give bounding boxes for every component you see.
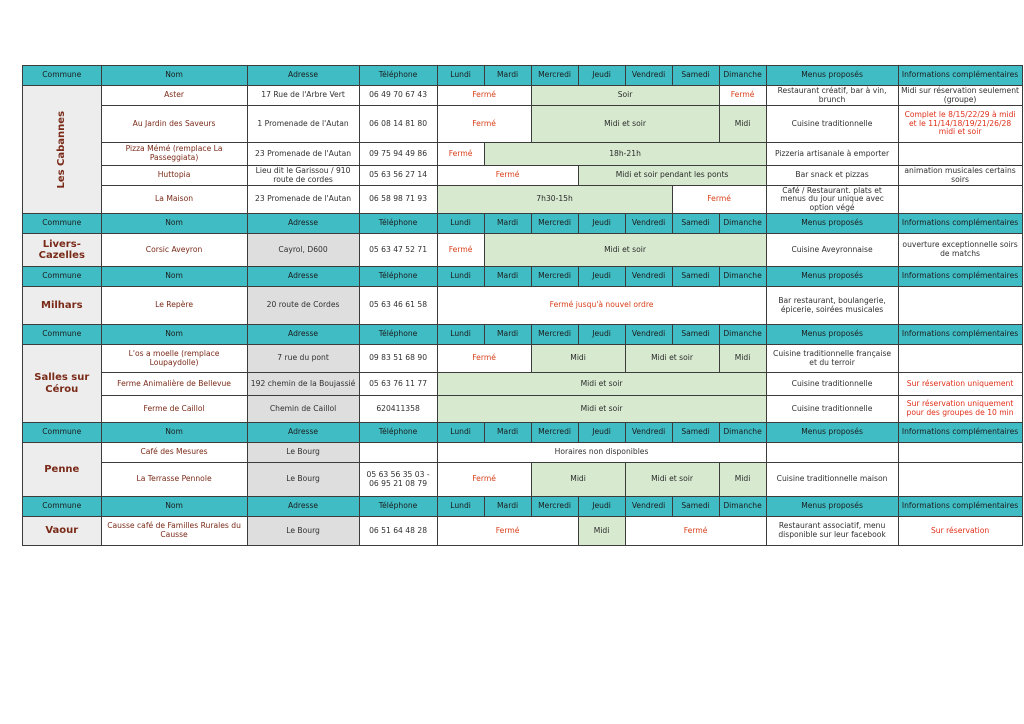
header-samedi: Samedi [672,214,719,234]
restaurant-phone: 05 63 76 11 77 [359,373,437,396]
schedule-open: Midi et soir [437,373,766,396]
schedule-open: Midi et soir [625,345,719,373]
schedule-closed: Fermé [437,143,484,166]
schedule-closed: Fermé [437,106,531,143]
header-jeudi: Jeudi [578,423,625,443]
header-dimanche: Dimanche [719,267,766,287]
header-adresse: Adresse [247,66,359,86]
restaurant-address: Lieu dit le Garissou / 910 route de cordes [247,166,359,186]
header-commune: Commune [23,423,102,443]
restaurant-info-empty [898,186,1022,214]
header-infos: Informations complémentaires [898,214,1022,234]
restaurant-info: Sur réservation uniquement pour des groupes de 10 min [898,396,1022,423]
schedule-closed: Fermé jusqu'à nouvel ordre [437,287,766,325]
header-telephone: Téléphone [359,423,437,443]
schedule-open: Midi [531,345,625,373]
header-infos: Informations complémentaires [898,497,1022,517]
header-vendredi: Vendredi [625,214,672,234]
restaurant-name: Huttopia [101,166,247,186]
restaurant-phone: 09 75 94 49 86 [359,143,437,166]
table-row [23,396,1023,423]
header-nom: Nom [101,497,247,517]
restaurant-menus: Cuisine traditionnelle [766,106,898,143]
header-mercredi: Mercredi [531,214,578,234]
restaurant-menus: Cuisine traditionnelle maison [766,463,898,497]
restaurant-address: Le Bourg [247,443,359,463]
header-mercredi: Mercredi [531,325,578,345]
header-jeudi: Jeudi [578,497,625,517]
header-menus: Menus proposés [766,423,898,443]
restaurant-name: Ferme Animalière de Bellevue [101,373,247,396]
header-telephone: Téléphone [359,497,437,517]
restaurant-name: Le Repère [101,287,247,325]
header-row [23,423,1023,443]
header-nom: Nom [101,214,247,234]
restaurant-info-empty [898,345,1022,373]
restaurant-address: 23 Promenade de l'Autan [247,143,359,166]
table-row [23,234,1023,267]
header-telephone: Téléphone [359,325,437,345]
header-infos: Informations complémentaires [898,66,1022,86]
restaurant-info: ouverture exceptionnelle soirs de matchs [898,234,1022,267]
restaurant-address: 17 Rue de l'Arbre Vert [247,86,359,106]
table-row [23,345,1023,373]
header-jeudi: Jeudi [578,325,625,345]
restaurant-info-empty [898,287,1022,325]
restaurant-menus: Bar restaurant, boulangerie, épicerie, soirées musicales [766,287,898,325]
schedule-open: Midi [719,463,766,497]
commune-name: Penne [23,443,102,497]
restaurant-phone: 09 83 51 68 90 [359,345,437,373]
header-infos: Informations complémentaires [898,423,1022,443]
header-mercredi: Mercredi [531,267,578,287]
restaurant-menus-empty [766,443,898,463]
restaurant-info-empty [898,443,1022,463]
header-dimanche: Dimanche [719,66,766,86]
header-lundi: Lundi [437,497,484,517]
header-vendredi: Vendredi [625,325,672,345]
schedule-open: Midi [719,106,766,143]
schedule-unavailable: Horaires non disponibles [437,443,766,463]
header-lundi: Lundi [437,214,484,234]
header-adresse: Adresse [247,214,359,234]
schedule-closed: Fermé [437,234,484,267]
header-infos: Informations complémentaires [898,325,1022,345]
restaurant-phone: 05 63 46 61 58 [359,287,437,325]
restaurant-info: Sur réservation uniquement [898,373,1022,396]
schedule-open: Midi et soir [531,106,719,143]
restaurant-name: Au Jardin des Saveurs [101,106,247,143]
header-nom: Nom [101,423,247,443]
schedule-open: Soir [531,86,719,106]
restaurant-info-empty [898,143,1022,166]
header-samedi: Samedi [672,267,719,287]
header-row [23,214,1023,234]
header-commune: Commune [23,214,102,234]
restaurant-menus: Cuisine traditionnelle [766,373,898,396]
table-row [23,186,1023,214]
restaurant-name: La Maison [101,186,247,214]
header-jeudi: Jeudi [578,267,625,287]
restaurant-menus: Restaurant créatif, bar à vin, brunch [766,86,898,106]
restaurant-name: Café des Mesures [101,443,247,463]
restaurant-name: Causse café de Familles Rurales du Causse [101,517,247,546]
header-mercredi: Mercredi [531,423,578,443]
restaurant-address: 20 route de Cordes [247,287,359,325]
header-samedi: Samedi [672,325,719,345]
restaurant-phone-empty [359,443,437,463]
header-row [23,267,1023,287]
header-lundi: Lundi [437,66,484,86]
table-row [23,143,1023,166]
header-adresse: Adresse [247,325,359,345]
header-mardi: Mardi [484,497,531,517]
header-mardi: Mardi [484,325,531,345]
schedule-closed: Fermé [719,86,766,106]
restaurant-menus: Café / Restaurant. plats et menus du jour unique avec option végé [766,186,898,214]
header-telephone: Téléphone [359,214,437,234]
restaurant-name: L'os a moelle (remplace Loupaydolle) [101,345,247,373]
schedule-closed: Fermé [437,86,531,106]
header-adresse: Adresse [247,497,359,517]
restaurant-name: Pizza Mémé (remplace La Passeggiata) [101,143,247,166]
restaurant-info-empty [898,463,1022,497]
restaurant-schedule-table [22,65,1023,546]
restaurant-phone: 05 63 56 27 14 [359,166,437,186]
header-lundi: Lundi [437,267,484,287]
restaurant-address: Le Bourg [247,517,359,546]
restaurant-address: 192 chemin de la Boujassié [247,373,359,396]
schedule-open: Midi et soir [625,463,719,497]
header-vendredi: Vendredi [625,423,672,443]
header-telephone: Téléphone [359,66,437,86]
header-samedi: Samedi [672,66,719,86]
table-row [23,463,1023,497]
restaurant-address: Le Bourg [247,463,359,497]
schedule-open: Midi [531,463,625,497]
restaurant-menus: Cuisine traditionnelle [766,396,898,423]
header-lundi: Lundi [437,423,484,443]
schedule-open: Midi et soir pendant les ponts [578,166,766,186]
restaurant-name: La Terrasse Pennole [101,463,247,497]
restaurant-info: Complet le 8/15/22/29 à midi et le 11/14/18/19/21/26/28 midi et soir [898,106,1022,143]
header-mardi: Mardi [484,214,531,234]
table-row [23,106,1023,143]
restaurant-address: 23 Promenade de l'Autan [247,186,359,214]
restaurant-phone: 06 08 14 81 80 [359,106,437,143]
restaurant-menus: Bar snack et pizzas [766,166,898,186]
restaurant-menus: Pizzeria artisanale à emporter [766,143,898,166]
header-mardi: Mardi [484,423,531,443]
commune-name: Les Cabannes [56,110,68,189]
header-lundi: Lundi [437,325,484,345]
header-row [23,497,1023,517]
restaurant-phone: 05 63 47 52 71 [359,234,437,267]
header-jeudi: Jeudi [578,66,625,86]
header-menus: Menus proposés [766,66,898,86]
schedule-closed: Fermé [437,166,578,186]
restaurant-info: animation musicales certains soirs [898,166,1022,186]
restaurant-name: Corsic Aveyron [101,234,247,267]
header-dimanche: Dimanche [719,325,766,345]
commune-name: Vaour [23,517,102,546]
header-mercredi: Mercredi [531,497,578,517]
restaurant-phone: 06 51 64 48 28 [359,517,437,546]
header-vendredi: Vendredi [625,497,672,517]
restaurant-address: Cayrol, D600 [247,234,359,267]
header-menus: Menus proposés [766,325,898,345]
header-menus: Menus proposés [766,267,898,287]
header-dimanche: Dimanche [719,497,766,517]
header-dimanche: Dimanche [719,214,766,234]
table-row [23,166,1023,186]
header-vendredi: Vendredi [625,267,672,287]
commune-name: Livers-Cazelles [23,234,102,267]
restaurant-phone: 06 49 70 67 43 [359,86,437,106]
schedule-closed: Fermé [437,517,578,546]
restaurant-phone: 620411358 [359,396,437,423]
restaurant-menus: Restaurant associatif, menu disponible sur leur facebook [766,517,898,546]
header-samedi: Samedi [672,423,719,443]
header-mercredi: Mercredi [531,66,578,86]
restaurant-menus: Cuisine traditionnelle française et du terroir [766,345,898,373]
schedule-open: Midi [578,517,625,546]
restaurant-phone: 06 58 98 71 93 [359,186,437,214]
schedule-open: 7h30-15h [437,186,672,214]
commune-cell [23,86,102,214]
header-vendredi: Vendredi [625,66,672,86]
restaurant-name: Ferme de Caillol [101,396,247,423]
header-telephone: Téléphone [359,267,437,287]
table-row [23,443,1023,463]
table-row [23,517,1023,546]
header-nom: Nom [101,267,247,287]
restaurant-address: 1 Promenade de l'Autan [247,106,359,143]
header-row [23,325,1023,345]
header-nom: Nom [101,325,247,345]
header-menus: Menus proposés [766,214,898,234]
commune-name: Milhars [23,287,102,325]
header-adresse: Adresse [247,267,359,287]
header-nom: Nom [101,66,247,86]
schedule-closed: Fermé [672,186,766,214]
restaurant-phone: 05 63 56 35 03 - 06 95 21 08 79 [359,463,437,497]
schedule-closed: Fermé [437,463,531,497]
schedule-open: 18h-21h [484,143,766,166]
table-row [23,373,1023,396]
header-jeudi: Jeudi [578,214,625,234]
restaurant-address: Chemin de Caillol [247,396,359,423]
header-commune: Commune [23,325,102,345]
commune-name: Salles sur Cérou [23,345,102,423]
header-mardi: Mardi [484,267,531,287]
header-infos: Informations complémentaires [898,267,1022,287]
header-commune: Commune [23,267,102,287]
restaurant-info: Midi sur réservation seulement (groupe) [898,86,1022,106]
restaurant-info: Sur réservation [898,517,1022,546]
schedule-open: Midi et soir [484,234,766,267]
schedule-open: Midi et soir [437,396,766,423]
header-menus: Menus proposés [766,497,898,517]
restaurant-address: 7 rue du pont [247,345,359,373]
restaurant-menus: Cuisine Aveyronnaise [766,234,898,267]
table-row [23,86,1023,106]
header-samedi: Samedi [672,497,719,517]
header-dimanche: Dimanche [719,423,766,443]
restaurant-name: Aster [101,86,247,106]
table-row [23,287,1023,325]
schedule-open: Midi [719,345,766,373]
header-row [23,66,1023,86]
header-commune: Commune [23,66,102,86]
schedule-closed: Fermé [437,345,531,373]
header-commune: Commune [23,497,102,517]
header-adresse: Adresse [247,423,359,443]
header-mardi: Mardi [484,66,531,86]
schedule-closed: Fermé [625,517,766,546]
